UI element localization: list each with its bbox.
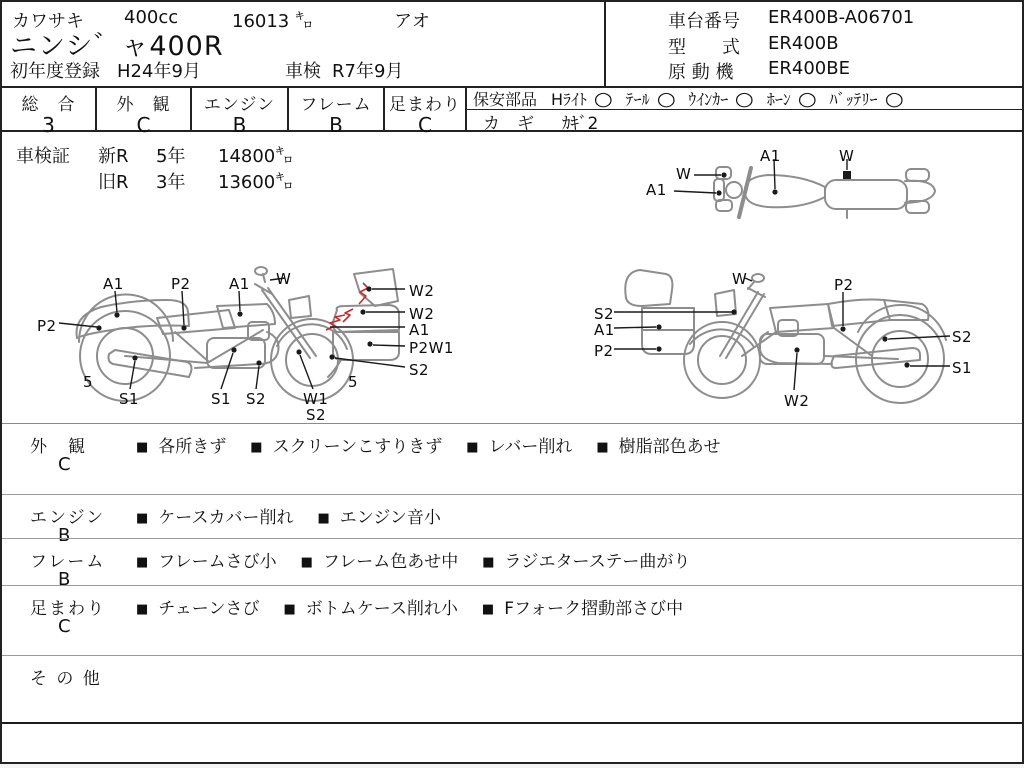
condition-item: ■ ケースカバー削れ [136,508,293,528]
key-row [467,110,1024,132]
inspection-certificate-block [16,142,293,194]
row-label: そ の 他 [30,669,102,689]
inspection-distance: 13600㌔ [218,172,294,193]
row-items [136,503,465,528]
grade-table [2,86,1024,137]
diagram-section [2,132,1024,423]
condition-item: ■ スクリーンこすりきず [250,437,442,457]
row-grade: B [58,569,71,590]
damage-code-label: A1 [760,147,781,165]
header-divider [604,2,606,86]
first-registration: H24年9月 [117,61,201,82]
grade-exterior [97,88,192,137]
condition-item: ■ ラジエターステー曲がり [482,552,690,572]
grade-label: フレーム [300,95,372,115]
part-name: ﾎｰﾝ [766,90,791,109]
safety-part-headlight [551,87,612,110]
safety-part-tail [626,87,675,110]
row-label: エンジン [30,508,106,528]
grade-overall [2,88,97,137]
model-code: ER400B [768,33,839,54]
inspection-title: 車検証 [16,146,70,167]
damage-code-label: W [676,165,692,183]
damage-code-label: S2 [952,328,973,346]
row-label: 外 観 [30,437,87,457]
condition-item: ■ 各所きず [136,437,226,457]
damage-code-label: 5 [83,373,94,391]
shaken-label: 車検 [285,61,321,82]
comment-row-frame [2,538,1024,590]
row-label: フレーム [30,552,106,572]
motorcycle-top-view-diagram [632,137,962,237]
engine-label: 原 動 機 [668,62,734,83]
chassis-number: ER400B-A06701 [768,7,915,28]
damage-code-label: S2 [409,361,430,379]
damage-code-label: S1 [211,390,232,408]
pass-circle-mark: ○ [735,87,755,110]
key-count: ｶｷﾞ2 [562,113,599,134]
mileage: 16013 ㌔ [232,11,313,32]
comment-row-undercarriage [2,585,1024,655]
row-items [136,547,714,572]
inspection-distance: 14800㌔ [218,146,294,167]
condition-item: ■ ボトムケース削れ小 [283,599,457,619]
damage-code-label: P2 [594,342,614,360]
model-name: ニンシ゛ャ400R [10,31,224,62]
part-name: ﾊﾞｯﾃﾘｰ [829,90,878,109]
safety-parts-title: 保安部品 [473,90,538,109]
grade-label: 足まわり [389,95,461,115]
damage-code-label: W2 [409,282,435,300]
row-label: 足まわり [30,599,106,619]
damage-code-label: P2 [834,276,854,294]
damage-code-label: W2 [784,392,810,410]
damage-code-label: A1 [409,321,430,339]
damage-code-label: W [732,270,748,288]
safety-parts-cell [467,87,1024,134]
key-label: カ ギ [483,113,534,134]
comment-row-engine [2,494,1024,546]
damage-code-label: W [839,147,855,165]
inspection-years: 3年 [156,172,186,193]
grade-label: 総 合 [21,95,76,115]
first-registration-label: 初年度登録 [10,61,100,82]
row-grade: C [58,454,71,475]
body-color: アオ [394,11,430,32]
damage-code-label: S2 [306,406,327,424]
damage-code-label: W1 [303,390,329,408]
grade-value: C [136,113,151,137]
pass-circle-mark: ○ [656,87,676,110]
grade-value: B [329,113,343,137]
inspection-era: 旧R [98,172,129,193]
part-name: ﾃｰﾙ [625,90,650,109]
motorcycle-right-side-diagram [582,260,1012,423]
pass-circle-mark: ○ [797,87,817,110]
condition-item: ■ フレーム色あせ中 [301,552,459,572]
pass-circle-mark: ○ [593,87,613,110]
motorcycle-left-side-diagram [27,260,472,423]
condition-item: ■ 樹脂部色あせ [596,437,720,457]
grade-label: エンジン [203,95,276,115]
condition-item: ■ エンジン音小 [317,508,440,528]
damage-code-label: S2 [594,305,615,323]
part-name: ｳｲﾝｶｰ [688,90,729,109]
condition-item: ■ フレームさび小 [136,552,277,572]
header [2,2,1024,86]
safety-part-winker [688,87,753,110]
grade-frame [289,88,385,137]
damage-code-label: 5 [348,373,359,391]
safety-parts-row [467,88,1024,110]
inspection-years: 5年 [156,146,186,167]
damage-code-label: A1 [229,275,250,293]
part-name: Hﾗｲﾄ [551,90,588,109]
grade-undercarriage [385,88,467,137]
damage-code-label: S2 [246,390,267,408]
comment-row-exterior [2,424,1024,494]
chassis-label: 車台番号 [668,11,740,32]
engine-code: ER400BE [768,58,850,79]
damage-code-label: P2 [37,317,57,335]
row-items [136,594,707,619]
condition-item: ■ Fフォーク摺動部さび中 [482,599,683,619]
damage-code-label: P2 [171,275,191,293]
shaken-date: R7年9月 [332,61,404,82]
grade-value: C [418,113,432,137]
damage-code-label: P2W1 [409,339,454,357]
pass-circle-mark: ○ [884,87,904,110]
grade-label: 外 観 [116,95,171,115]
damage-code-label: A1 [646,181,667,199]
damage-code-label: A1 [103,275,124,293]
grade-value: B [232,113,247,137]
empty-footer-row [2,722,1024,761]
damage-code-label: S1 [119,390,140,408]
row-grade: C [58,616,71,637]
row-grade: B [58,525,71,546]
model-code-label: 型 式 [668,37,740,58]
damage-code-label: W [276,270,292,288]
safety-part-horn [767,87,816,110]
maker: カワサキ [12,11,84,32]
condition-item: ■ チェーンさび [136,599,259,619]
safety-part-battery [829,87,902,110]
condition-item: ■ レバー削れ [466,437,572,457]
displacement: 400cc [124,7,179,28]
damage-code-label: W2 [409,305,435,323]
grade-value: 3 [42,113,55,137]
condition-comments [2,423,1024,762]
grade-engine [192,88,289,137]
comment-row-other [2,655,1024,722]
top-view-art [632,137,962,237]
inspection-era: 新R [98,146,129,167]
damage-code-label: S1 [952,359,973,377]
damage-code-label: A1 [594,321,615,339]
row-items [136,432,745,457]
